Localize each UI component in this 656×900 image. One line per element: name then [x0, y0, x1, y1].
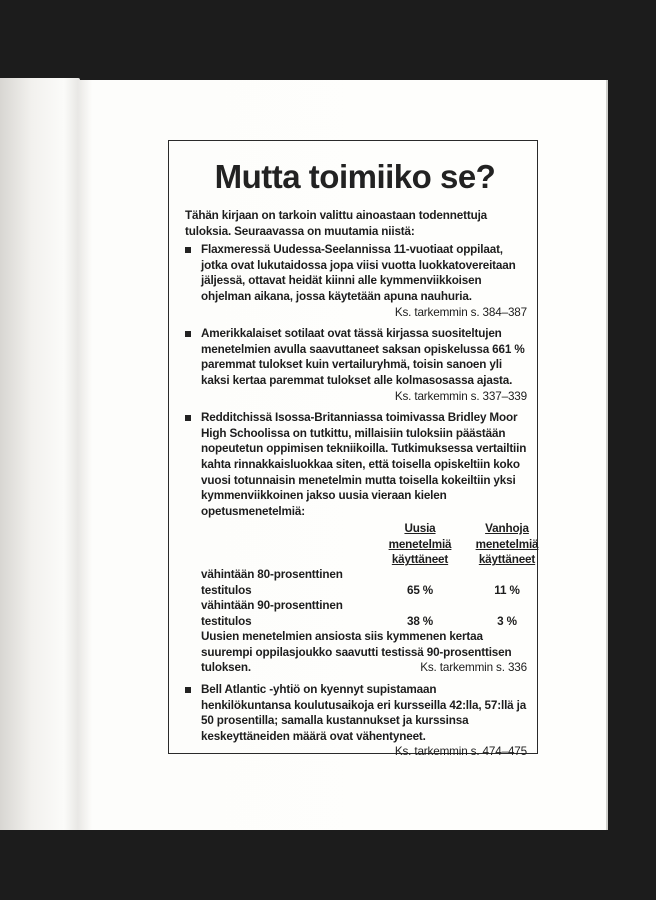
row-label: vähintään 90-prosenttinen testitulos	[201, 599, 343, 628]
bullet-icon	[185, 687, 191, 693]
page-reference: Ks. tarkemmin s. 337–339	[394, 389, 527, 403]
row-label: vähintään 80-prosenttinen testitulos	[201, 568, 343, 597]
bullet-icon	[185, 415, 191, 421]
list-item	[183, 410, 539, 676]
item-conclusion: Uusien menetelmien ansiosta siis kymmenen kertaa suurempi oppilasjoukko saavutti testissä 90-prosenttisen tuloksen.	[201, 630, 512, 675]
row-value-new: 65 %	[406, 583, 434, 597]
page-reference: Ks. tarkemmin s. 336	[420, 661, 527, 675]
item-text: Bell Atlantic -yhtiö on kyennyt supistamaan henkilökuntansa koulutusaikoja eri kursseilla 42:lla, 57:llä ja 50 prosentilla; samalla kustannukset ja kurssinsa keskeyttäneiden määrä ovat vähentyneet.	[201, 683, 527, 743]
left-page-edge	[0, 78, 80, 830]
table-header-new-methods: Uusia menetelmiä käyttäneet	[388, 522, 452, 567]
box-title: Mutta toimiiko se?	[214, 158, 496, 195]
row-value-old: 11 %	[494, 583, 520, 597]
list-item	[183, 242, 527, 320]
page-reference: Ks. tarkemmin s. 384–387	[394, 305, 527, 319]
table-header-old-methods: Vanhoja menetelmiä käyttäneet	[475, 522, 539, 567]
list-item	[183, 682, 527, 760]
page-reference: Ks. tarkemmin s. 474–475	[394, 745, 527, 759]
row-value-old: 3 %	[497, 614, 517, 628]
list-item	[183, 326, 527, 404]
bullet-icon	[185, 247, 191, 253]
comparison-table	[201, 521, 539, 629]
item-text: Amerikkalaiset sotilaat ovat tässä kirjassa suositeltujen menetelmien avulla saavuttaneet saksan opiskelussa 661 % paremmat tulokset kuin vertailuryhmä, toisin sanoen yli kaksi kertaa paremmat tulokset alle kolmasosassa ajasta.	[201, 327, 525, 387]
item-text: Flaxmeressä Uudessa-Seelannissa 11-vuotiaat oppilaat, jotka ovat lukutaidossa jopa viisi vuotta luokkatovereitaan jäljessä, ottavat heidät kiinni alle kymmenviikkoisen ohjelman aikana, jossa käytetään apuna nauhuria.	[201, 243, 516, 303]
row-value-new: 38 %	[406, 614, 434, 628]
table-row	[201, 598, 527, 629]
bullet-icon	[185, 331, 191, 337]
item-text: Redditchissä Isossa-Britanniassa toimivassa Bridley Moor High Schoolissa on tutkittu, millaisiin tuloksiin päästään nopeutetun oppimisen tekniikoilla. Tutkimuksessa vertailtiin kahta rinnakkaisluokkaa siten, että toisella opiskeltiin koko vuosi totunnaisin menetelmin mutta toisella kokeiltiin yksi kymmenviikkoinen jakso uusia vieraan kielen opetusmenetelmiä:	[201, 411, 527, 518]
intro-text: Tähän kirjaan on tarkoin valittu ainoastaan todennettuja tuloksia. Seuraavassa on muutamia niistä:	[185, 209, 488, 238]
results-box	[168, 140, 539, 759]
table-row	[201, 567, 527, 598]
